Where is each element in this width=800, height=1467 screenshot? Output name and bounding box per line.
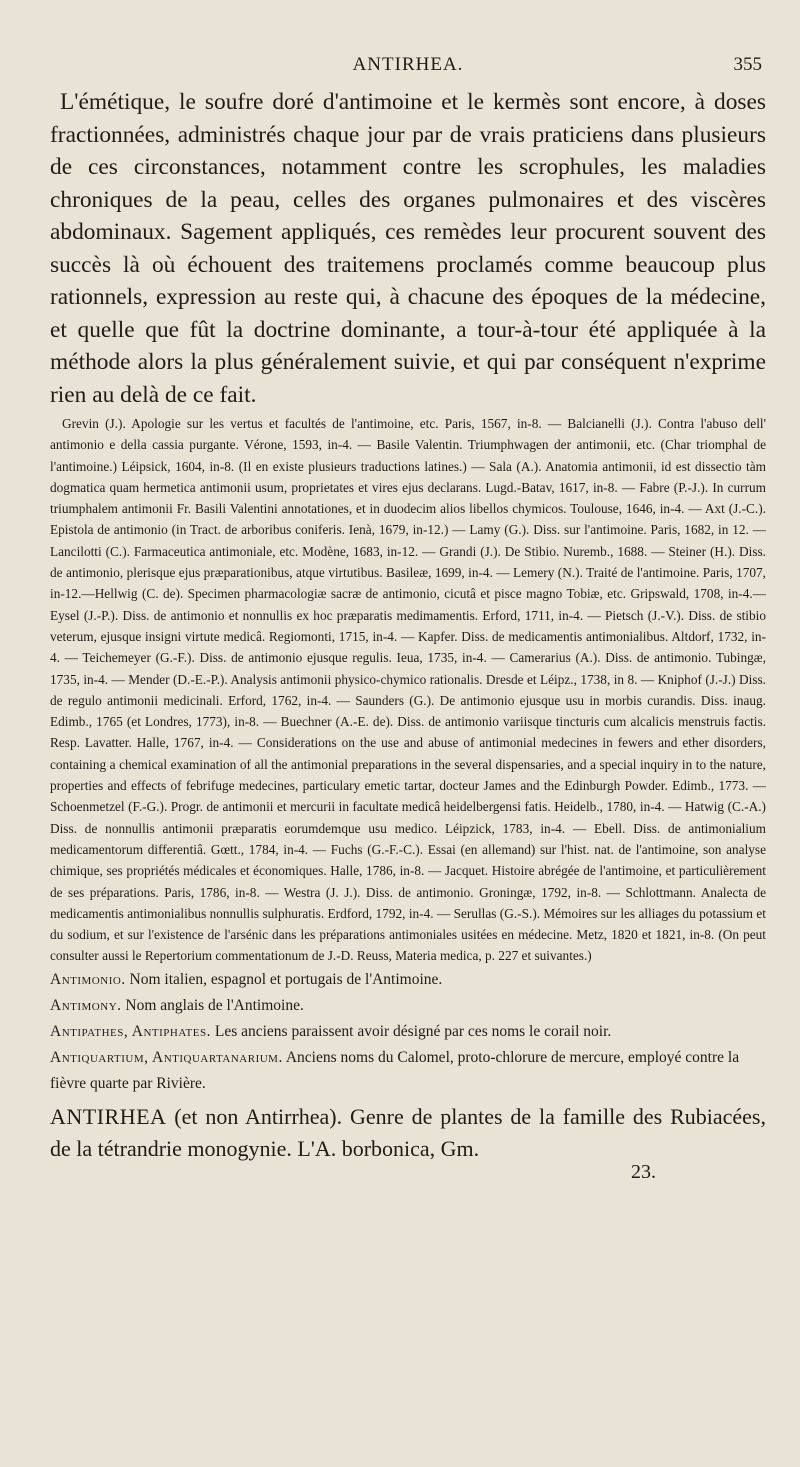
bibliography: Grevin (J.). Apologie sur les vertus et facultés de l'antimoine, etc. Paris, 1567, in-8. — Balcianelli (J.). Contra l'abuso dell' antimonio e della cassia purgante. Vérone, 1593, in-4. — Basile Valentin. Triumphwagen der antimonii, etc. (Char triomphal de l'antimoine.) Léipsick, 1604, in-8. (Il en existe plusieurs traductions latines.) — Sala (A.). Anatomia antimonii, id est dissectio tàm dogmatica quam hermetica antimonii usum, proprietates et vires ejus declarans. Lugd.-Batav, 1617, in-8. — Fabre (P.-J.). In currum triumphalem antimonii Fr. Basili Valentini annotationes, et in duodecim alios libellos chymicos. Toulouse, 1646, in-4. — Axt (J.-C.). Epistola de antimonio (in Tract. de arboribus coniferis. Ienà, 1679, in-12.) — Lamy (G.). Diss. sur l'antimoine. Paris, 1682, in 12. — Lancilotti (C.). Farmaceutica antimoniale, etc. Modène, 1683, in-12. — Grandi (J.). De Stibio. Nuremb., 1688. — Steiner (H.). Diss. de antimonio, plerisque ejus præparationibus, atque virtutibus. Basileæ, 1699, in-4. — Lemery (N.). Traité de l'antimoine. Paris, 1707, in-12.—Hellwig (C. de). Specimen pharmacologiæ sacræ de antimonio, cicutâ et pisce magno Tobiæ, etc. Gripswald, 1708, in-4.—Eysel (J.-P.). Diss. de antimonio et nonnullis ex hoc præparatis medimamentis. Erford, 1711, in-4. — Pietsch (J.-V.). Diss. de stibio veterum, ejusque insigni virtute medicâ. Regiomonti, 1715, in-4. — Kapfer. Diss. de medicamentis antimonialibus. Altdorf, 1732, in-4. — Teichemeyer (G.-F.). Diss. de antimonio ejusque regulis. Ieua, 1735, in-4. — Camerarius (A.). Diss. de antimonio. Tubingæ, 1735, in-4. — Mender (D.-E.-P.). Analysis antimonii physico-chymico rationalis. Dresde et Léipz., 1738, in 8. — Kniphof (J.-J.) Diss. de regulo antimonii medicinali. Erford, 1762, in-4. — Saunders (G.). De antimonio ejusque usu in morbis curandis. Diss. inaug. Edimb., 1765 (et Londres, 1773), in-8. — Buechner (A.-E. de). Diss. de antimonio variisque tincturis cum alcalicis menstruis factis. Resp. Lavatter. Halle, 1767, in-4. — Considerations on the use and abuse of antimonial medecines in fewers and ether disorders, containing a chemical examination of all the antimonial preparations in the several dispensaries, and a special inquiry in to the nature, properties and effects of febrifuge medecines, particulary emetic tartar, docteur James and the Edinburgh Powder. Edimb., 1773. — Schoenmetzel (F.-G.). Progr. de antimonii et mercurii in facultate medicâ heidelbergensi fatis. Heidelb., 1780, in-4. — Hatwig (C.-A.) Diss. de nonnullis antimonii præparatis eorumdemque usu medico. Léipzick, 1783, in-4. — Ebell. Diss. de antimonialium medicamentorum differentiâ. Gœtt., 1784, in-4. — Fuchs (G.-F.-C.). Essai (en allemand) sur l'hist. nat. de l'antimoine, son analyse chimique, ses propriétés médicales et économiques. Halle, 1786, in-8. — Jacquet. Histoire abrégée de l'antimoine, et particulièrement de ses préparations. Paris, 1786, in-8. — Westra (J. J.). Diss. de antimonio. Groningæ, 1792, in-8. — Schlottmann. Analecta de medicamentis antimonialibus nonnullis sulphuratis. Erdford, 1792, in-4. — Serullas (G.-S.). Mémoires sur les alliages du potassium et du sodium, et sur l'existence de l'arsénic dans les préparations antimoniales usitées en médecine. Metz, 1820 et 1821, in-8. (On peut consulter aussi le Repertorium commentationum de J.-D. Reuss, Materia medica, p. 227 et suivantes.) [50,416,766,964]
signature-mark: 23. [631,1160,656,1183]
entry-head: Antimony. [50,996,122,1014]
entry-text: (et non Antirrhea). Genre de plantes de la famille des Rubiacées, de la tétrandrie monogynie. L'A. borbonica, Gm. [50,1103,766,1161]
main-paragraph: L'émétique, le soufre doré d'antimoine et le kermès sont encore, à doses fractionnées, administrés chaque jour par de vrais praticiens dans plusieurs de ces circonstances, notamment contre les scrophules, les maladies chroniques de la peau, celles des organes pulmonaires et des viscères abdominaux. Sagement appliqués, ces remèdes leur procurent souvent des succès là où échouent des traitemens proclamés comme beaucoup plus rationnels, expression au reste qui, à chacune des époques de la médecine, et quelle que fût la doctrine dominante, a tour-à-tour été appliquée à la méthode alors la plus généralement suivie, et qui par conséquent n'exprime rien au delà de ce fait. [50,89,766,408]
running-title: ANTIRHEA. [352,54,464,75]
entry-text: Les anciens paraissent avoir désigné par ces noms le corail noir. [210,1022,612,1040]
entry-head: Antipathes, Antiphates. [50,1022,211,1040]
entry-text: Nom italien, espagnol et portugais de l'Antimoine. [125,970,443,988]
entry-head: ANTIRHEA [50,1103,167,1129]
entry-text: Anciens noms du Calomel, proto-chlorure de mercure, employé contre la fièvre quarte par Rivière. [50,1048,740,1092]
entry-antimony [50,993,766,1019]
entry-antiquartium [50,1045,766,1097]
entry-antimonio [50,967,766,993]
entry-text: Nom anglais de l'Antimoine. [121,996,304,1014]
entry-antirhea [50,1101,766,1165]
entry-head: Antiquartium, Antiquartanarium. [50,1048,283,1066]
running-head [50,46,766,86]
entry-head: Antimonio. [50,970,126,988]
page-number: 355 [733,54,762,75]
entry-antipathes [50,1019,766,1045]
